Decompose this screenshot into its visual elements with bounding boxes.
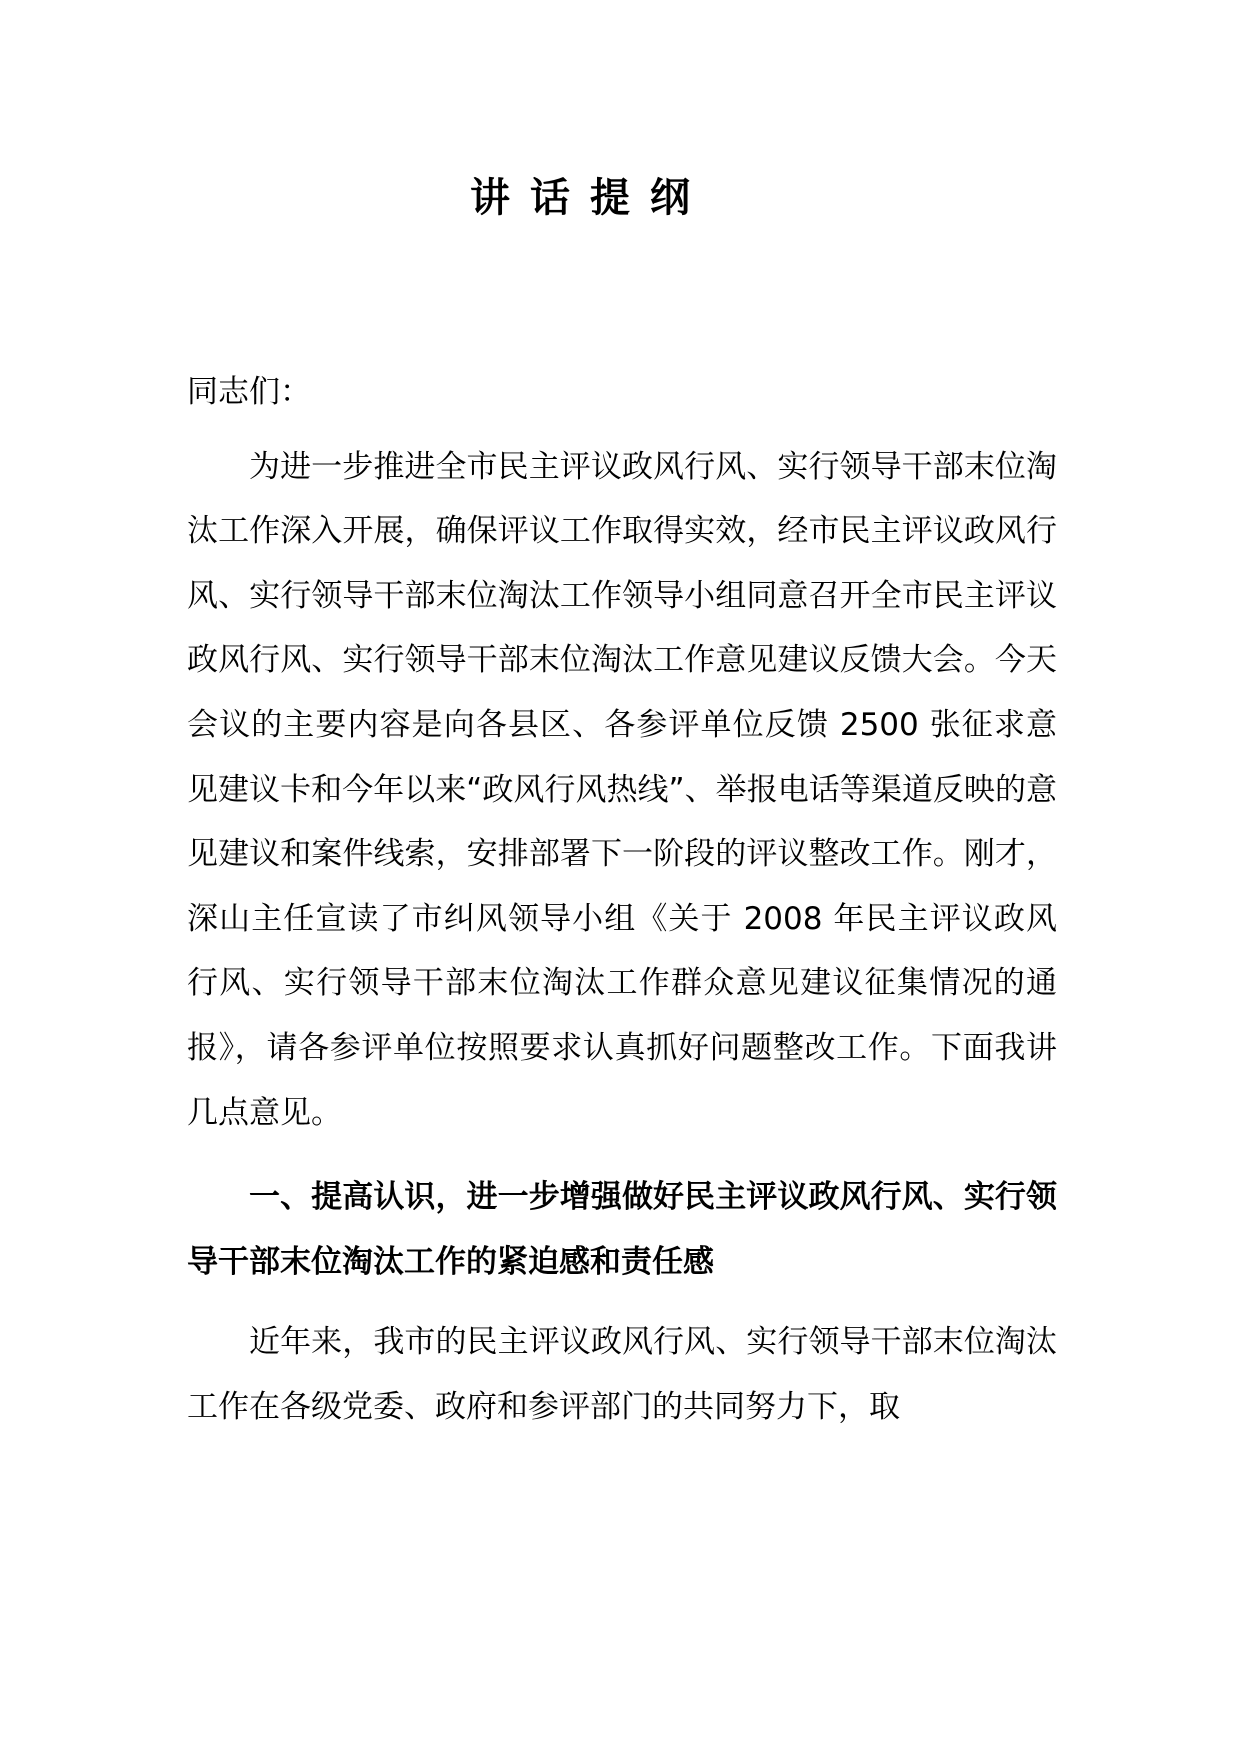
greeting: 同志们： [187,374,311,410]
document-title: 讲话提纲 [470,175,710,221]
paragraph: 为进一步推进全市民主评议政风行风、实行领导干部末位淘汰工作深入开展，确保评议工作取得实效，经市民主评议政风行风、实行领导干部末位淘汰工作领导小组同意召开全市民主评议政风行风、实行领导干部末位淘汰工作意见建议反馈大会。今天会议的主要内容是向各县区、各参评单位反馈 2500 张征求意见建议卡和今年以来“政风行风热线”、举报电话等渠道反映的意见建议和案件线索，安排部署下一阶段的评议整改工作。刚才，深山主任宣读了市纠风领导小组《关于 2008 年民主评议政风行风、实行领导干部末位淘汰工作群众意见建议征集情况的通报》，请各参评单位按照要求认真抓好问题整改工作。下面我讲几点意见。 [187,448,1057,1131]
document-body [187,360,1057,1440]
section-heading: 一、提高认识，进一步增强做好民主评议政风行风、实行领导干部末位淘汰工作的紧迫感和责任感 [187,1179,1057,1280]
paragraph: 近年来，我市的民主评议政风行风、实行领导干部末位淘汰工作在各级党委、政府和参评部门的共同努力下，取 [187,1324,1057,1425]
